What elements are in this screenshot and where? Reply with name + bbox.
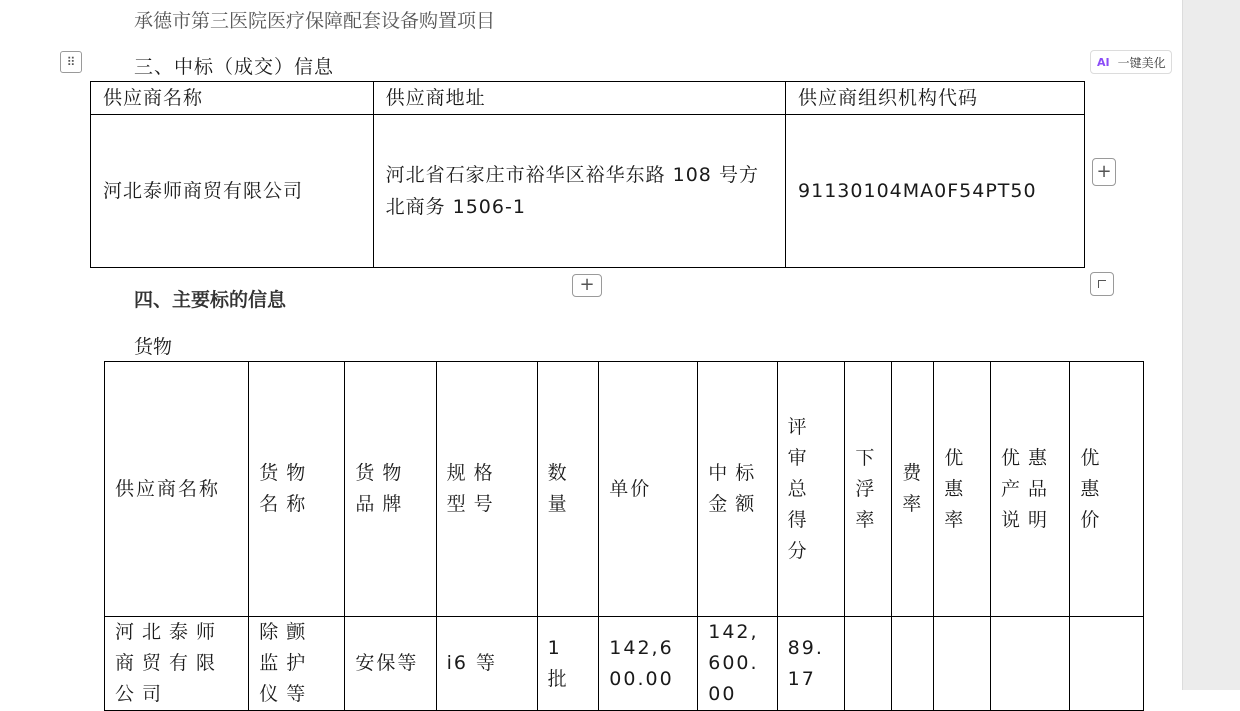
header-cell: 供应商名称: [105, 362, 249, 617]
header-cell: 优惠率: [934, 362, 991, 617]
ai-badge-icon: AI: [1097, 55, 1110, 69]
header-cell: 货物品牌: [345, 362, 436, 617]
header-cell: 评审总得分: [777, 362, 845, 617]
header-cell: 优惠产品说明: [990, 362, 1069, 617]
goods-name-cell: 除颤监护仪等: [249, 617, 345, 711]
section3-heading: 三、中标（成交）信息: [134, 56, 335, 78]
supplier-name-cell: 河北泰师商贸有限公司: [105, 617, 249, 711]
drag-dots-icon[interactable]: ⠿: [60, 51, 82, 73]
discount-price-cell: [1070, 617, 1144, 711]
header-cell: 供应商组织机构代码: [786, 82, 1085, 115]
supplier-code-cell: 91130104MA0F54PT50: [786, 115, 1085, 268]
table-row: [91, 115, 1085, 268]
header-cell: 中标金额: [698, 362, 777, 617]
right-gutter: [1182, 0, 1240, 690]
header-cell: 供应商地址: [373, 82, 785, 115]
add-row-button[interactable]: +: [572, 274, 602, 297]
table-header-row: [91, 82, 1085, 115]
downfloat-rate-cell: [845, 617, 892, 711]
header-cell: 规格型号: [436, 362, 537, 617]
supplier-name-cell: 河北泰师商贸有限公司: [91, 115, 374, 268]
header-cell: 优惠价: [1070, 362, 1144, 617]
quantity-cell: 1 批: [537, 617, 599, 711]
document-header-title: 承德市第三医院医疗保障配套设备购置项目: [134, 10, 496, 32]
header-cell: 单价: [599, 362, 698, 617]
ai-beautify-label: 一键美化: [1117, 55, 1166, 70]
header-cell: 下浮率: [845, 362, 892, 617]
award-amount-cell: 142,600.00: [698, 617, 777, 711]
discount-rate-cell: [934, 617, 991, 711]
header-cell: 费率: [892, 362, 934, 617]
spec-model-cell: i6 等: [436, 617, 537, 711]
header-cell: 货物名称: [249, 362, 345, 617]
review-score-cell: 89.17: [777, 617, 845, 711]
goods-label: 货物: [134, 336, 173, 358]
header-cell: 供应商名称: [91, 82, 374, 115]
unit-price-cell: 142,600.00: [599, 617, 698, 711]
ai-beautify-button[interactable]: [1090, 50, 1172, 74]
section4-heading: 四、主要标的信息: [134, 289, 287, 311]
goods-table: [104, 361, 1144, 711]
discount-product-cell: [990, 617, 1069, 711]
supplier-table: [90, 81, 1085, 268]
fee-rate-cell: [892, 617, 934, 711]
goods-brand-cell: 安保等: [345, 617, 436, 711]
supplier-address-cell: 河北省石家庄市裕华区裕华东路 108 号方北商务 1506-1: [373, 115, 785, 268]
add-column-button[interactable]: +: [1092, 158, 1116, 186]
expand-corner-icon[interactable]: [1090, 272, 1114, 296]
table-header-row: [105, 362, 1144, 617]
table-row: [105, 617, 1144, 711]
header-cell: 数量: [537, 362, 599, 617]
